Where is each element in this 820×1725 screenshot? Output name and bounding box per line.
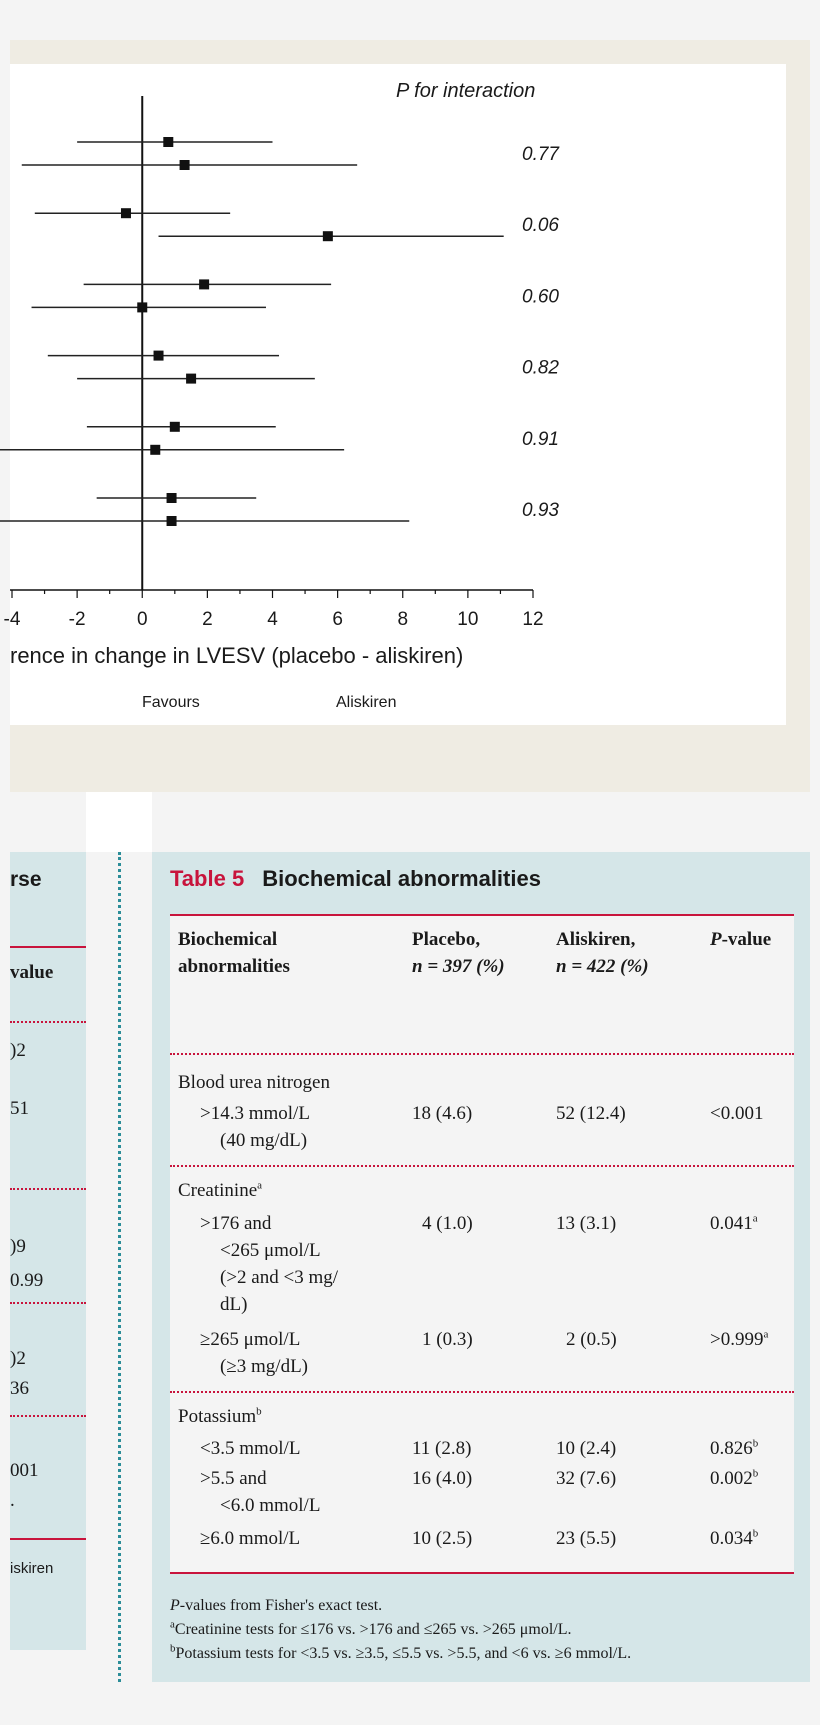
footnote-2	[170, 1618, 571, 1642]
x-tick-label: 6	[332, 609, 343, 630]
row-label	[200, 1465, 320, 1519]
footnote-marker: b	[752, 1437, 759, 1450]
header-text: n = 397 (%)	[412, 956, 505, 977]
point-estimate	[186, 374, 196, 384]
cell-aliskiren: 23 (5.5)	[556, 1528, 617, 1549]
cell-aliskiren: 32 (7.6)	[556, 1468, 617, 1489]
point-estimate	[323, 231, 333, 241]
x-tick-label: -2	[68, 609, 86, 630]
fragment-rule-top	[10, 946, 86, 948]
cell-p: <0.001	[710, 1103, 764, 1124]
p-text: 0.041	[710, 1213, 753, 1234]
fragment-dots-4	[10, 1415, 86, 1417]
forest-plot	[3, 64, 786, 725]
group-potassium	[178, 1403, 262, 1430]
table-title: Biochemical abnormalities	[262, 866, 541, 891]
point-estimate	[167, 516, 177, 526]
cell-placebo: 1 (0.3)	[422, 1329, 473, 1350]
header-text: Placebo,	[412, 929, 481, 950]
row-label	[200, 1210, 338, 1318]
p-interaction-value: 0.93	[522, 500, 559, 521]
header-aliskiren	[556, 926, 649, 980]
cell-placebo: 10 (2.5)	[412, 1528, 473, 1549]
point-estimate	[167, 493, 177, 503]
x-tick-label: 0	[136, 609, 148, 630]
footnote-marker: a	[257, 1179, 263, 1192]
p-text: >0.999	[710, 1329, 764, 1350]
cell-aliskiren: 2 (0.5)	[566, 1329, 617, 1350]
fragment-dots-2	[10, 1188, 86, 1190]
x-tick-label: 10	[457, 609, 479, 630]
p-text: 0.002	[710, 1468, 753, 1489]
p-interaction-value: 0.06	[522, 215, 559, 237]
footnote-text: Potassium tests for <3.5 vs. ≥3.5, ≤5.5 vs. >5.5, and <6 vs. ≥6 mmol/L.	[175, 1645, 632, 1662]
x-tick-label: 4	[267, 609, 278, 630]
row-label-text: (40 mg/dL)	[220, 1130, 308, 1151]
group-separator	[170, 1391, 794, 1393]
forest-plot-panel	[3, 64, 786, 725]
cell-placebo: 18 (4.6)	[412, 1103, 473, 1124]
cell-p	[710, 1525, 758, 1552]
row-label-text: >14.3 mmol/L	[200, 1103, 310, 1124]
p-text: 0.034	[710, 1528, 753, 1549]
fragment-value: 0.99	[10, 1270, 44, 1291]
cell-placebo: 4 (1.0)	[422, 1213, 473, 1234]
x-tick-label: 12	[522, 609, 544, 630]
fragment-dots-1	[10, 1021, 86, 1023]
table-number: Table 5	[170, 866, 245, 891]
row-label-text: (>2 and <3 mg/	[220, 1267, 338, 1288]
p-interaction-value: 0.77	[522, 144, 559, 165]
header-text: P	[710, 929, 722, 950]
p-interaction-value: 0.91	[522, 428, 559, 450]
x-tick-label: -4	[3, 609, 21, 630]
header-separator	[170, 1053, 794, 1055]
point-estimate	[199, 279, 209, 289]
x-tick-label: 2	[202, 609, 213, 630]
cell-aliskiren: 52 (12.4)	[556, 1103, 626, 1124]
fragment-value: 36	[10, 1378, 29, 1399]
footnote-1	[170, 1594, 382, 1618]
fragment-header: rse	[10, 868, 42, 891]
aliskiren-label: Aliskiren	[336, 694, 397, 711]
header-text: Aliskiren,	[556, 929, 636, 950]
table-caption	[170, 866, 541, 892]
header-text: -value	[721, 929, 772, 950]
point-estimate	[180, 160, 190, 170]
fragment-dots-3	[10, 1302, 86, 1304]
fragment-value: 51	[10, 1098, 29, 1119]
group-separator	[170, 1165, 794, 1167]
footnote-marker: a	[763, 1328, 769, 1341]
footnote-marker: a	[170, 1618, 175, 1631]
fragment-value: )2	[10, 1040, 26, 1061]
cell-p	[710, 1435, 758, 1462]
p-interaction-value: 0.82	[522, 357, 559, 379]
row-label-text: ≥265 μmol/L	[200, 1329, 301, 1350]
row-label: ≥6.0 mmol/L	[200, 1528, 301, 1549]
row-label	[200, 1100, 310, 1154]
cell-p	[710, 1326, 768, 1353]
header-biochemical	[178, 926, 290, 980]
point-estimate	[137, 302, 147, 312]
fragment-value: .	[10, 1490, 15, 1511]
cell-aliskiren: 13 (3.1)	[556, 1213, 617, 1234]
fragment-col-header: value	[10, 962, 54, 983]
footnote-marker: a	[752, 1212, 758, 1225]
point-estimate	[154, 351, 164, 361]
fragment-value: )9	[10, 1236, 26, 1257]
point-estimate	[163, 137, 173, 147]
group-text: Creatinine	[178, 1180, 258, 1201]
header-text: n = 422 (%)	[556, 956, 649, 977]
footnote-text: -values from Fisher's exact test.	[179, 1597, 383, 1614]
fragment-value: )2	[10, 1348, 26, 1369]
fragment-value: 001	[10, 1460, 39, 1481]
footnote-text: P	[170, 1597, 180, 1614]
p-interaction-header: P for interaction	[396, 80, 536, 102]
point-estimate	[121, 208, 131, 218]
cell-placebo: 16 (4.0)	[412, 1468, 473, 1489]
group-bun: Blood urea nitrogen	[178, 1072, 330, 1093]
footnote-marker: b	[752, 1527, 759, 1540]
column-gap	[86, 792, 152, 852]
row-label-text: >5.5 and	[200, 1468, 267, 1489]
group-creatinine	[178, 1177, 262, 1204]
cell-p	[710, 1465, 758, 1492]
row-label	[200, 1326, 308, 1380]
row-label-text: <6.0 mmol/L	[220, 1495, 321, 1516]
row-label-text: <265 μmol/L	[220, 1240, 321, 1261]
x-axis-label: rence in change in LVESV (placebo - aliskiren)	[10, 643, 464, 668]
cell-p	[710, 1210, 758, 1237]
p-text: 0.826	[710, 1438, 753, 1459]
cell-aliskiren: 10 (2.4)	[556, 1438, 617, 1459]
fragment-rule-bottom	[10, 1538, 86, 1540]
row-label-text: >176 and	[200, 1213, 272, 1234]
p-interaction-value: 0.60	[522, 286, 559, 308]
footnote-3	[170, 1642, 631, 1666]
row-label-text: dL)	[220, 1294, 248, 1315]
header-placebo	[412, 926, 505, 980]
point-estimate	[170, 422, 180, 432]
table-bottom-rule	[170, 1572, 794, 1574]
point-estimate	[150, 445, 160, 455]
table-5	[152, 852, 810, 1682]
fragment-footer: iskiren	[10, 1560, 54, 1577]
header-text: Biochemical	[178, 929, 278, 950]
header-text: abnormalities	[178, 956, 290, 977]
footnote-marker: b	[170, 1642, 176, 1655]
favours-label: Favours	[142, 694, 200, 711]
adjacent-table-fragment	[10, 852, 86, 1650]
footnote-marker: b	[256, 1405, 262, 1418]
row-label-text: (≥3 mg/dL)	[220, 1356, 308, 1377]
table-top-rule	[170, 914, 794, 916]
cell-placebo: 11 (2.8)	[412, 1438, 472, 1459]
footnote-text: Creatinine tests for ≤176 vs. >176 and ≤265 vs. >265 μmol/L.	[174, 1621, 572, 1638]
footnote-marker: b	[752, 1467, 759, 1480]
group-text: Potassium	[178, 1406, 257, 1427]
row-label: <3.5 mmol/L	[200, 1438, 301, 1459]
header-p-value	[710, 926, 771, 953]
column-divider	[118, 852, 121, 1682]
x-tick-label: 8	[397, 609, 409, 630]
